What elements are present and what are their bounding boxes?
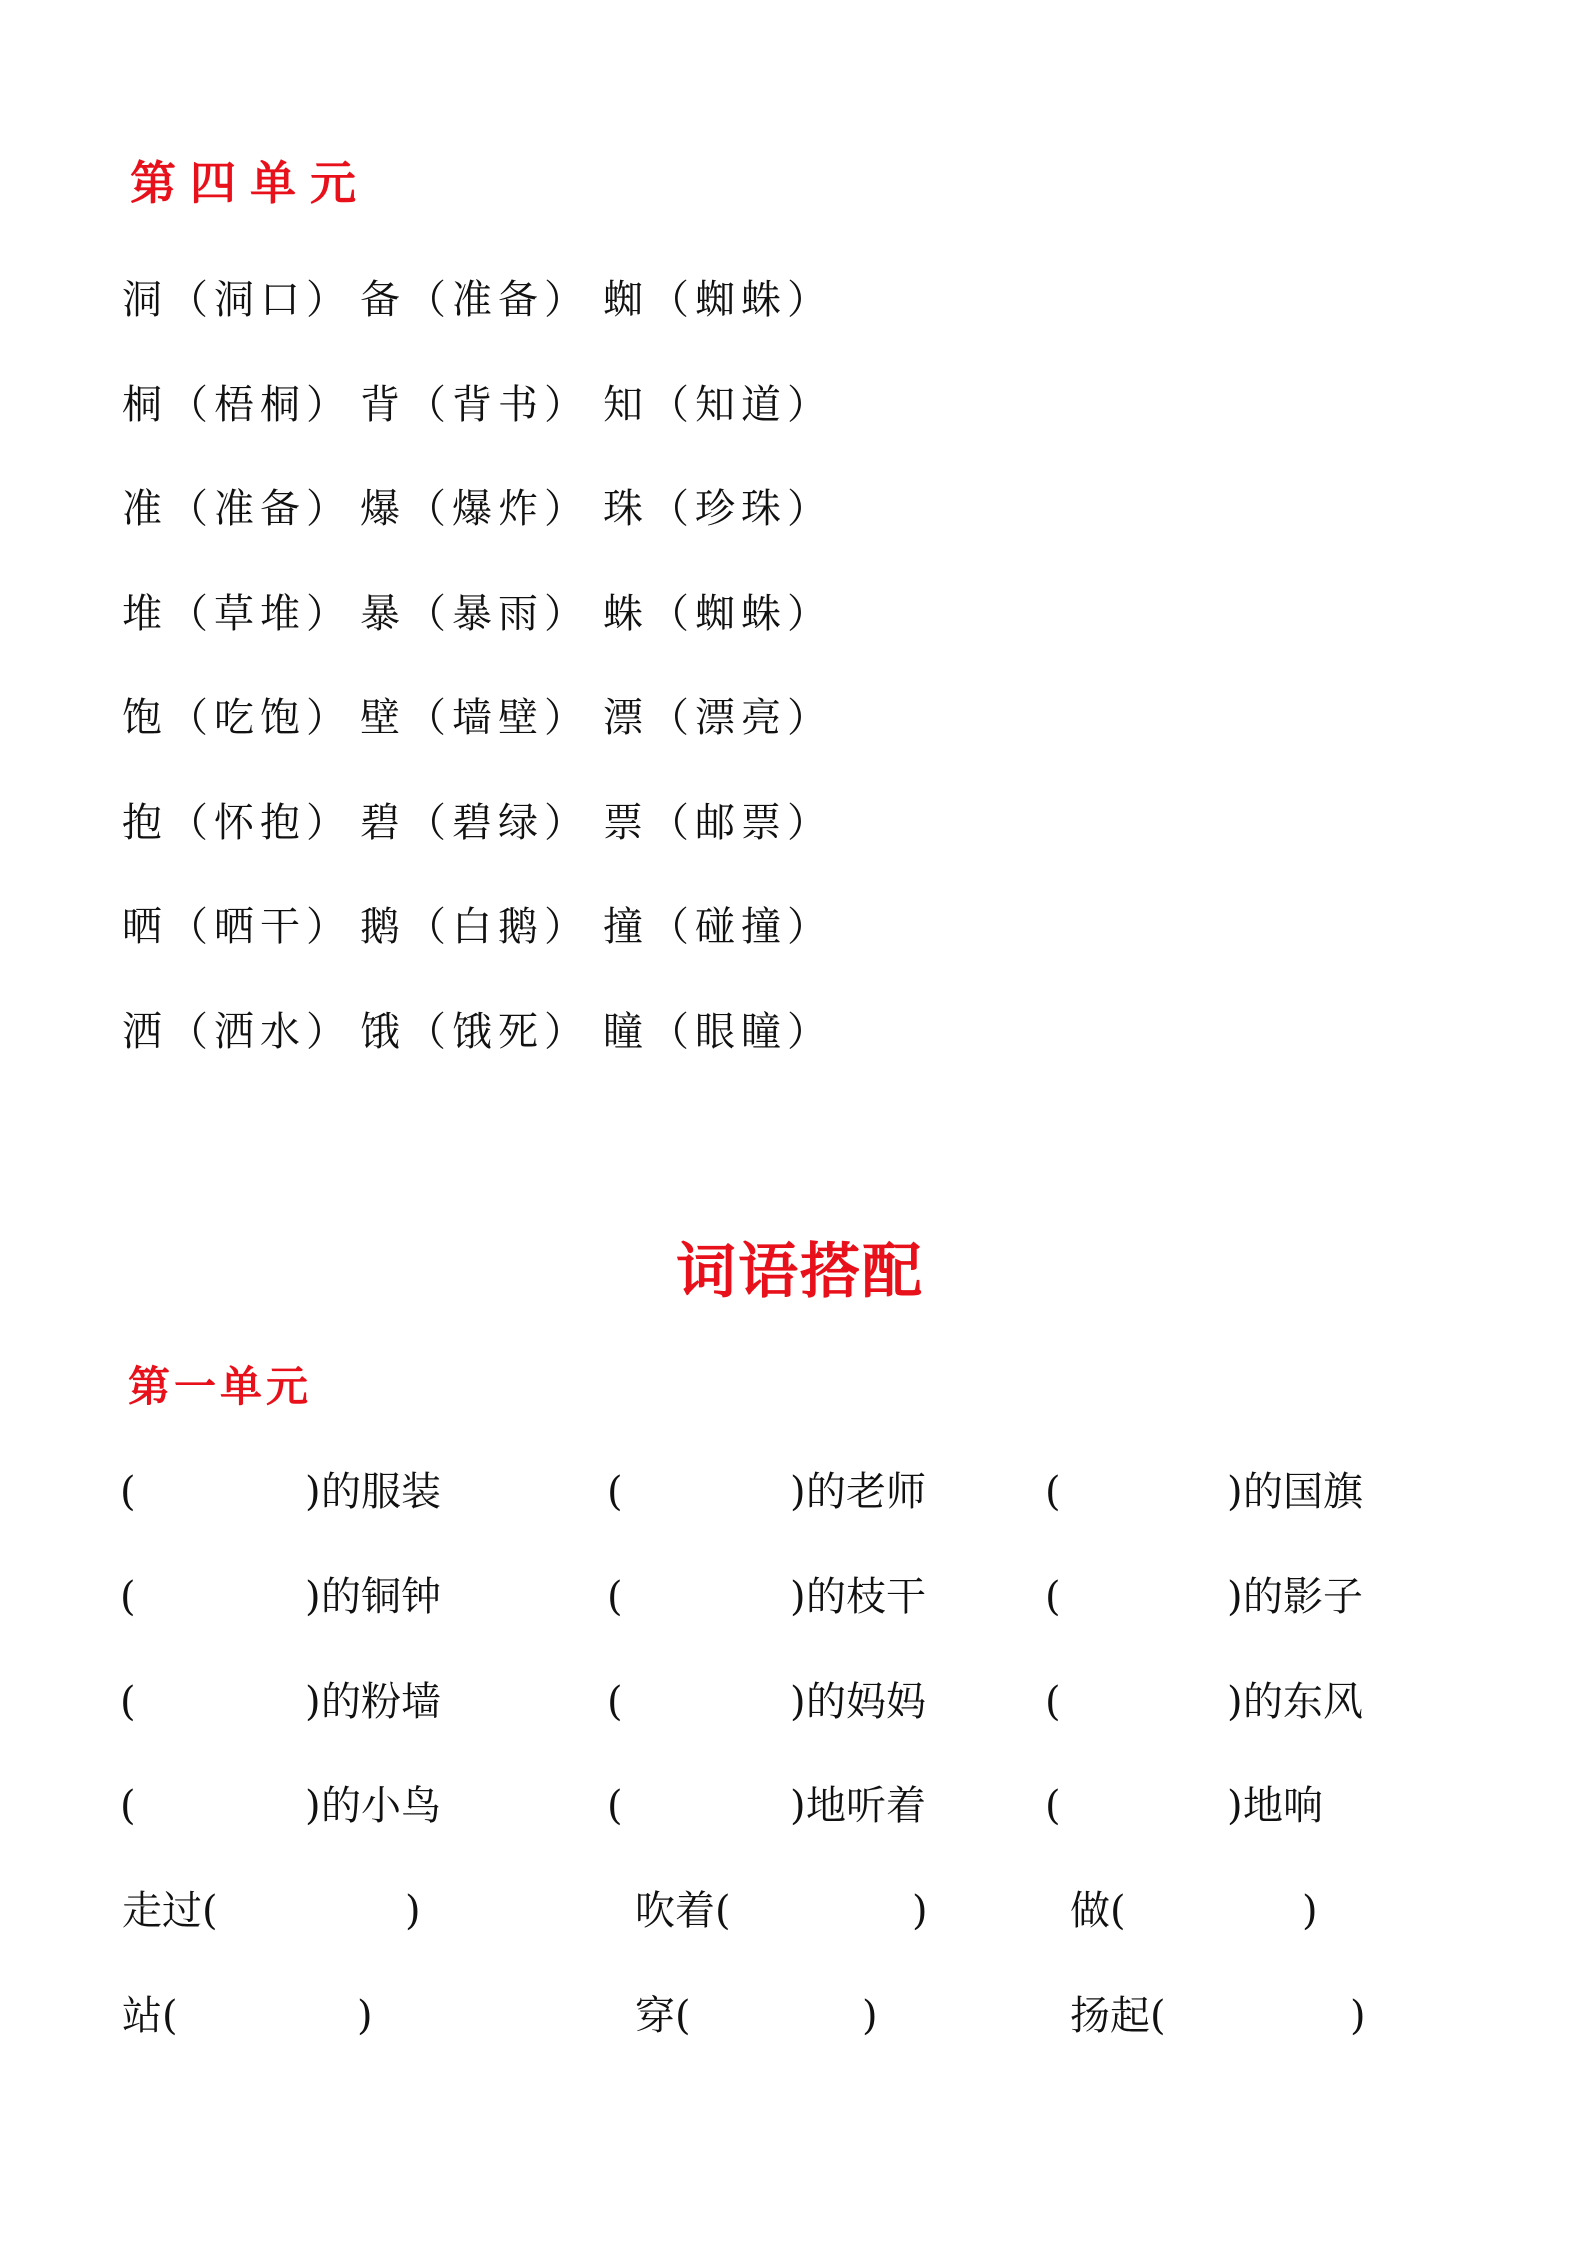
open-paren: ( [1045,1783,1061,1829]
phrase-suffix: 地响 [1243,1783,1323,1829]
close-paren: ) [1227,1574,1243,1620]
phrase-suffix: 的服装 [321,1469,441,1515]
open-paren: ( [607,1783,623,1829]
answer-blank[interactable] [140,1472,301,1516]
open-paren: ( [162,1993,178,2039]
word-entry [360,277,590,323]
answer-blank[interactable] [1065,1786,1223,1830]
entry-character: 准 [122,486,162,532]
word-entry [360,799,590,846]
word-entry [122,277,352,323]
close-paren: ) [305,1783,321,1829]
open-paren: ( [120,1574,136,1620]
open-paren: ( [202,1888,218,1934]
entry-character: 背 [360,381,400,428]
phrase-prefix: 扬起 [1070,1993,1150,2039]
entry-word: （准备） [168,486,352,532]
open-paren: ( [675,1993,691,2039]
open-paren: ( [120,1783,136,1829]
entry-character: 抱 [122,799,162,846]
answer-blank[interactable] [627,1682,786,1726]
word-entry [603,695,833,741]
entry-character: 票 [603,799,643,846]
phrase-suffix: 的老师 [806,1469,926,1515]
entry-character: 暴 [360,590,400,637]
entry-character: 洞 [122,277,162,323]
phrase-suffix: 的枝干 [806,1574,926,1620]
word-entry [122,590,352,637]
entry-word: （晒干） [168,904,352,950]
word-entry [122,799,352,846]
answer-blank[interactable] [735,1891,908,1935]
entry-character: 洒 [122,1008,162,1055]
unit4-heading: 第四单元 [130,156,370,210]
word-entry [122,486,352,532]
word-entry [603,590,833,637]
close-paren: ) [790,1679,806,1725]
entry-word: （怀抱） [168,799,352,846]
unit1-heading: 第一单元 [128,1362,313,1411]
phrase-suffix: 的国旗 [1243,1469,1363,1515]
answer-blank[interactable] [1065,1682,1223,1726]
close-paren: ) [405,1888,421,1934]
entry-word: （洒水） [168,1008,352,1055]
entry-word: （漂亮） [649,695,833,741]
entry-word: （梧桐） [168,381,352,428]
entry-word: （草堆） [168,590,352,637]
answer-blank[interactable] [1130,1891,1298,1935]
entry-character: 壁 [360,695,400,741]
phrase-suffix: 的妈妈 [806,1679,926,1725]
phrase-suffix: 的东风 [1243,1679,1363,1725]
answer-blank[interactable] [1065,1577,1223,1621]
entry-word: （准备） [406,277,590,323]
entry-character: 爆 [360,486,400,532]
phrase-suffix: 的小鸟 [321,1783,441,1829]
answer-blank[interactable] [140,1786,301,1830]
close-paren: ) [1350,1993,1366,2039]
entry-character: 鹅 [360,904,400,950]
close-paren: ) [790,1783,806,1829]
entry-word: （爆炸） [406,486,590,532]
word-entry [360,904,590,950]
word-entry [603,486,833,532]
open-paren: ( [1045,1679,1061,1725]
close-paren: ) [1302,1888,1318,1934]
entry-word: （蜘蛛） [649,590,833,637]
entry-word: （蜘蛛） [649,277,833,323]
entry-character: 桐 [122,381,162,428]
word-entry [603,1008,833,1055]
entry-character: 珠 [603,486,643,532]
phrase-prefix: 穿 [635,1993,675,2039]
entry-word: （珍珠） [649,486,833,532]
open-paren: ( [607,1574,623,1620]
word-entry [122,381,352,428]
answer-blank[interactable] [1065,1472,1223,1516]
phrase-prefix: 做 [1070,1888,1110,1934]
answer-blank[interactable] [140,1682,301,1726]
answer-blank[interactable] [627,1472,786,1516]
phrase-suffix: 地听着 [806,1783,926,1829]
entry-character: 堆 [122,590,162,637]
open-paren: ( [1045,1469,1061,1515]
open-paren: ( [607,1469,623,1515]
word-entry [360,381,590,428]
open-paren: ( [1150,1993,1166,2039]
entry-character: 蜘 [603,277,643,323]
close-paren: ) [912,1888,928,1934]
answer-blank[interactable] [1170,1996,1346,2040]
open-paren: ( [120,1469,136,1515]
entry-character: 漂 [603,695,643,741]
word-entry [603,799,833,846]
close-paren: ) [1227,1679,1243,1725]
close-paren: ) [305,1574,321,1620]
phrase-suffix: 的影子 [1243,1574,1363,1620]
entry-word: （白鹅） [406,904,590,950]
entry-character: 瞳 [603,1008,643,1055]
matching-title: 词语搭配 [676,1237,924,1307]
open-paren: ( [607,1679,623,1725]
word-entry [603,277,833,323]
answer-blank[interactable] [695,1996,858,2040]
word-entry [360,590,590,637]
open-paren: ( [1045,1574,1061,1620]
close-paren: ) [305,1469,321,1515]
entry-character: 碧 [360,799,400,846]
close-paren: ) [862,1993,878,2039]
entry-word: （碰撞） [649,904,833,950]
close-paren: ) [357,1993,373,2039]
word-entry [122,904,352,950]
word-entry [122,1008,352,1055]
answer-blank[interactable] [627,1786,786,1830]
answer-blank[interactable] [222,1891,401,1935]
phrase-suffix: 的铜钟 [321,1574,441,1620]
word-entry [122,695,352,741]
entry-character: 蛛 [603,590,643,637]
word-entry [603,381,833,428]
open-paren: ( [1110,1888,1126,1934]
answer-blank[interactable] [627,1577,786,1621]
entry-character: 饱 [122,695,162,741]
entry-word: （暴雨） [406,590,590,637]
entry-word: （洞口） [168,277,352,323]
close-paren: ) [790,1469,806,1515]
answer-blank[interactable] [140,1577,301,1621]
close-paren: ) [1227,1783,1243,1829]
entry-word: （眼瞳） [649,1008,833,1055]
phrase-prefix: 吹着 [635,1888,715,1934]
phrase-prefix: 站 [122,1993,162,2039]
word-entry [360,695,590,741]
close-paren: ) [1227,1469,1243,1515]
phrase-prefix: 走过 [122,1888,202,1934]
entry-word: （碧绿） [406,799,590,846]
entry-word: （饿死） [406,1008,590,1055]
entry-word: （知道） [649,381,833,428]
open-paren: ( [715,1888,731,1934]
entry-word: （吃饱） [168,695,352,741]
entry-word: （邮票） [649,799,833,846]
entry-character: 饿 [360,1008,400,1055]
word-entry [360,1008,590,1055]
open-paren: ( [120,1679,136,1725]
phrase-suffix: 的粉墙 [321,1679,441,1725]
entry-word: （墙壁） [406,695,590,741]
entry-character: 备 [360,277,400,323]
close-paren: ) [305,1679,321,1725]
word-entry [603,904,833,950]
entry-character: 知 [603,381,643,428]
entry-character: 晒 [122,904,162,950]
entry-character: 撞 [603,904,643,950]
entry-word: （背书） [406,381,590,428]
answer-blank[interactable] [182,1996,353,2040]
close-paren: ) [790,1574,806,1620]
word-entry [360,486,590,532]
